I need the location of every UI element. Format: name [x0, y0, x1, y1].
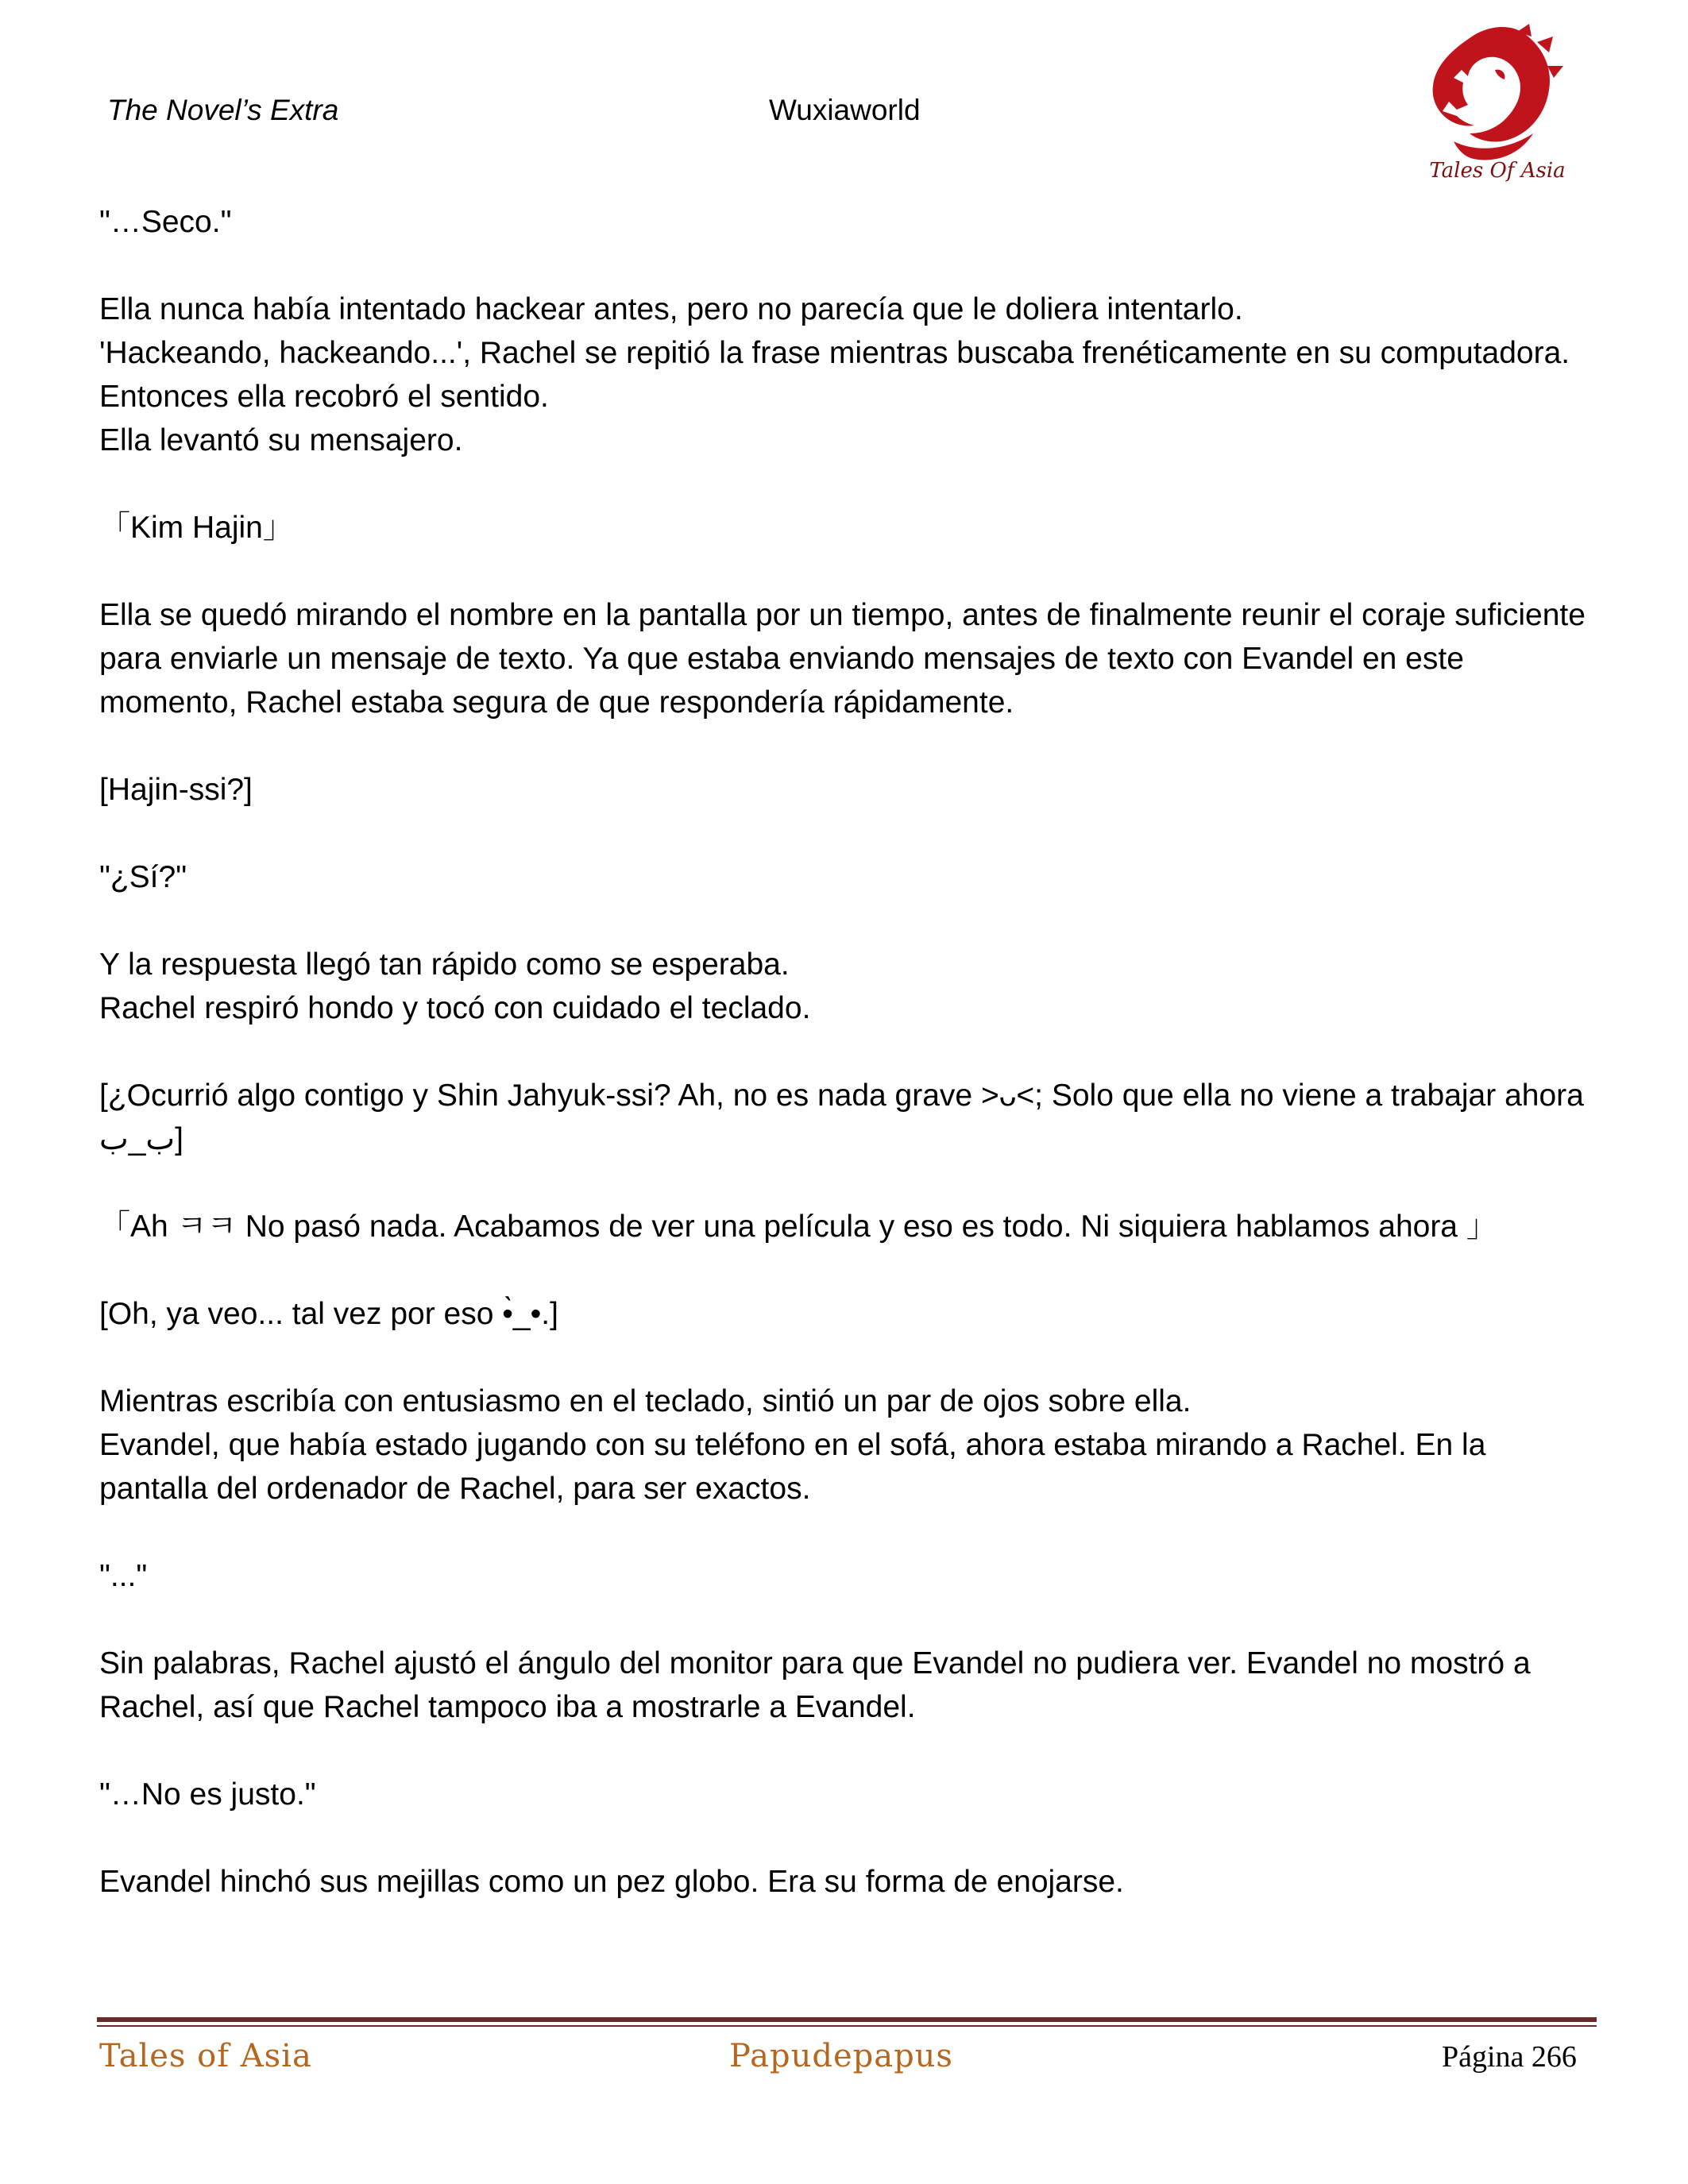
paragraph: 'Hackeando, hackeando...', Rachel se repitió la frase mientras buscaba frenéticamente en su computadora.	[99, 336, 1570, 370]
paragraph: 「Kim Hajin」	[99, 511, 294, 545]
paragraph: "…No es justo."	[99, 1777, 316, 1812]
chapter-text	[99, 200, 1593, 1904]
paragraph: Y la respuesta llegó tan rápido como se esperaba.	[99, 947, 790, 982]
paragraph: [¿Ocurrió algo contigo y Shin Jahyuk-ssi? Ah, no es nada grave >ᴗ<; Solo que ella no viene a trabajar ahora ب_ب]	[99, 1078, 1584, 1156]
paragraph-spacer	[99, 244, 1593, 287]
paragraph-spacer	[99, 1598, 1593, 1642]
paragraph-spacer	[99, 1511, 1593, 1554]
paragraph: Rachel respiró hondo y tocó con cuidado el teclado.	[99, 991, 811, 1025]
paragraph: 「Ah ㅋㅋ No pasó nada. Acabamos de ver una película y eso es todo. Ni siquiera hablamos ahora 」	[99, 1210, 1497, 1244]
paragraph: Entonces ella recobró el sentido.	[99, 380, 549, 414]
paragraph: "..."	[99, 1559, 148, 1593]
paragraph-spacer	[99, 1336, 1593, 1379]
paragraph-spacer	[99, 1030, 1593, 1074]
page-number: Página 266	[1442, 2040, 1577, 2074]
paragraph-spacer	[99, 899, 1593, 943]
paragraph-spacer	[99, 1816, 1593, 1860]
paragraph-spacer	[99, 724, 1593, 768]
paragraph: Ella levantó su mensajero.	[99, 423, 463, 457]
paragraph-spacer	[99, 1161, 1593, 1205]
footer-translator: Papudepapus	[729, 2038, 953, 2074]
paragraph: Ella se quedó mirando el nombre en la pantalla por un tiempo, antes de finalmente reunir el coraje suficiente para enviarle un mensaje de texto. Ya que estaba enviando mensajes de texto con Evandel en este momento, Rachel estaba segura de que respondería rápidamente.	[99, 598, 1586, 720]
page-footer	[0, 2038, 1688, 2086]
paragraph: Evandel hinchó sus mejillas como un pez globo. Era su forma de enojarse.	[99, 1865, 1124, 1899]
footer-rule	[97, 2017, 1597, 2027]
site-name: Wuxiaworld	[769, 94, 921, 126]
paragraph: [Oh, ya veo... tal vez por eso •̀_•.]	[99, 1297, 558, 1331]
paragraph-spacer	[99, 1248, 1593, 1292]
paragraph-spacer	[99, 462, 1593, 506]
book-title: The Novel’s Extra	[107, 94, 339, 126]
paragraph: Evandel, que había estado jugando con su teléfono en el sofá, ahora estaba mirando a Rachel. En la pantalla del ordenador de Rachel, para ser exactos.	[99, 1428, 1486, 1506]
paragraph: [Hajin-ssi?]	[99, 773, 253, 807]
paragraph-spacer	[99, 550, 1593, 593]
footer-brand: Tales of Asia	[99, 2038, 312, 2074]
paragraph: Mientras escribía con entusiasmo en el teclado, sintió un par de ojos sobre ella.	[99, 1384, 1192, 1418]
paragraph-spacer	[99, 812, 1593, 855]
paragraph: Ella nunca había intentado hackear antes, pero no parecía que le doliera intentarlo.	[99, 292, 1243, 326]
paragraph-spacer	[99, 1729, 1593, 1773]
paragraph: "¿Sí?"	[99, 860, 187, 894]
paragraph: Sin palabras, Rachel ajustó el ángulo del monitor para que Evandel no pudiera ver. Evandel no mostró a Rachel, así que Rachel tampoco iba a mostrarle a Evandel.	[99, 1646, 1531, 1724]
paragraph: "…Seco."	[99, 205, 232, 239]
logo-caption: Tales Of Asia	[1429, 159, 1566, 183]
